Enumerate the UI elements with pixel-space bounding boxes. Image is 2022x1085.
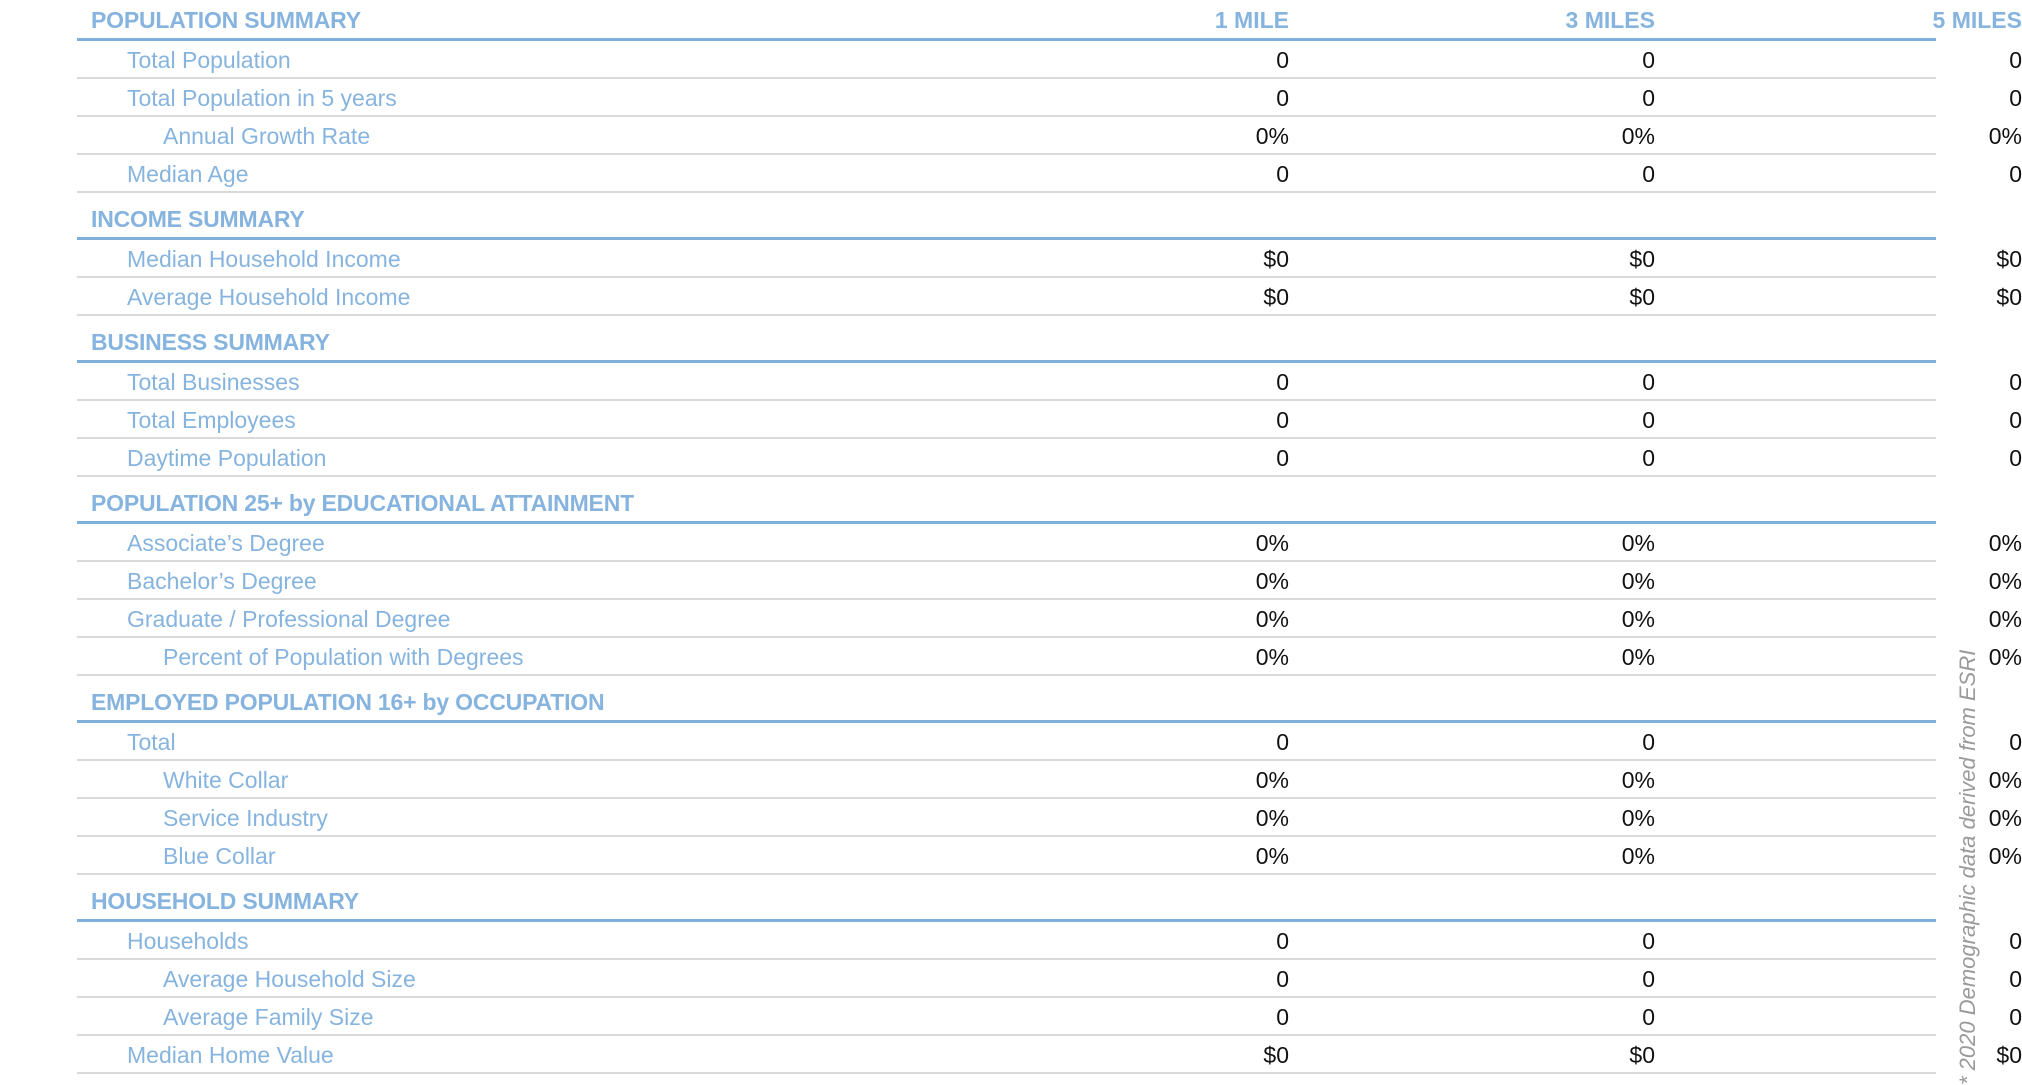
table-row — [77, 723, 2022, 761]
section-header — [77, 322, 1936, 363]
value-cell: 0 — [1276, 729, 1289, 755]
value-cell: $0 — [1263, 246, 1289, 272]
row-label: Associate’s Degree — [127, 530, 325, 556]
row-label: Daytime Population — [127, 445, 327, 471]
value-cell: 0% — [1621, 606, 1655, 632]
table-row — [77, 41, 2022, 79]
value-cell: 0 — [1276, 1004, 1289, 1030]
table-row — [77, 600, 2022, 638]
section-title: HOUSEHOLD SUMMARY — [91, 888, 359, 914]
value-cell: 0% — [1988, 606, 2022, 632]
value-cell: 0 — [1642, 161, 1655, 187]
row-label: Median Household Income — [127, 246, 401, 272]
row-label: Average Family Size — [163, 1004, 374, 1030]
value-cell: 0 — [2009, 85, 2022, 111]
row-label: White Collar — [163, 767, 289, 793]
table-row — [77, 922, 2022, 960]
value-cell: $0 — [1996, 284, 2022, 310]
value-cell: 0% — [1988, 843, 2022, 869]
section-header — [77, 0, 2022, 41]
row-label: Blue Collar — [163, 843, 276, 869]
value-cell: 0% — [1255, 805, 1289, 831]
row-label: Median Age — [127, 161, 249, 187]
section-title: POPULATION 25+ by EDUCATIONAL ATTAINMENT — [91, 490, 634, 516]
row-label: Total Businesses — [127, 369, 300, 395]
row-label: Median Home Value — [127, 1042, 334, 1068]
value-cell: 0 — [1642, 1004, 1655, 1030]
value-cell: 0% — [1621, 530, 1655, 556]
row-label: Service Industry — [163, 805, 328, 831]
row-label: Total Population — [127, 47, 291, 73]
source-footnote: * 2020 Demographic data derived from ESRI — [1955, 649, 1980, 1085]
value-cell: 0 — [1276, 966, 1289, 992]
value-cell: 0% — [1255, 767, 1289, 793]
value-cell: $0 — [1996, 246, 2022, 272]
value-cell: 0% — [1621, 568, 1655, 594]
table-row — [77, 638, 2022, 676]
value-cell: 0 — [1642, 729, 1655, 755]
value-cell: 0 — [2009, 407, 2022, 433]
value-cell: 0 — [2009, 369, 2022, 395]
row-label: Total Employees — [127, 407, 296, 433]
value-cell: 0 — [2009, 161, 2022, 187]
value-cell: $0 — [1263, 284, 1289, 310]
value-cell: 0 — [2009, 445, 2022, 471]
value-cell: 0% — [1621, 644, 1655, 670]
value-cell: $0 — [1263, 1042, 1289, 1068]
table-row — [77, 240, 2022, 278]
value-cell: 0 — [2009, 966, 2022, 992]
value-cell: 0% — [1988, 568, 2022, 594]
row-label: Average Household Income — [127, 284, 411, 310]
value-cell: 0% — [1621, 805, 1655, 831]
column-header: 5 MILES — [1932, 7, 2022, 33]
value-cell: $0 — [1996, 1042, 2022, 1068]
value-cell: $0 — [1629, 246, 1655, 272]
table-row — [77, 524, 2022, 562]
table-row — [77, 363, 2022, 401]
table-row — [77, 562, 2022, 600]
table-row — [77, 998, 2022, 1036]
value-cell: 0 — [1276, 85, 1289, 111]
value-cell: 0 — [1276, 445, 1289, 471]
value-cell: 0 — [1642, 85, 1655, 111]
section-header — [77, 881, 1936, 922]
row-label: Graduate / Professional Degree — [127, 606, 451, 632]
value-cell: 0 — [2009, 1004, 2022, 1030]
table-row — [77, 79, 2022, 117]
value-cell: 0 — [2009, 47, 2022, 73]
value-cell: 0 — [1642, 369, 1655, 395]
table-row — [77, 439, 2022, 477]
value-cell: 0 — [1642, 928, 1655, 954]
table-row — [77, 155, 2022, 193]
table-row — [77, 1036, 2022, 1074]
value-cell: 0 — [1276, 369, 1289, 395]
value-cell: 0% — [1621, 843, 1655, 869]
section-header — [77, 483, 1936, 524]
value-cell: 0 — [2009, 928, 2022, 954]
row-label: Annual Growth Rate — [163, 123, 371, 149]
value-cell: 0 — [1642, 47, 1655, 73]
value-cell: 0 — [1642, 407, 1655, 433]
section-title: BUSINESS SUMMARY — [91, 329, 330, 355]
value-cell: 0% — [1255, 530, 1289, 556]
row-label: Total — [127, 729, 176, 755]
table-row — [77, 837, 2022, 875]
value-cell: 0% — [1255, 568, 1289, 594]
row-label: Percent of Population with Degrees — [163, 644, 524, 670]
value-cell: 0% — [1255, 644, 1289, 670]
value-cell: 0 — [1642, 445, 1655, 471]
value-cell: $0 — [1629, 1042, 1655, 1068]
table-row — [77, 761, 2022, 799]
value-cell: 0% — [1988, 123, 2022, 149]
row-label: Average Household Size — [163, 966, 416, 992]
section-title: POPULATION SUMMARY — [91, 7, 361, 33]
value-cell: 0 — [1276, 407, 1289, 433]
value-cell: $0 — [1629, 284, 1655, 310]
section-title: EMPLOYED POPULATION 16+ by OCCUPATION — [91, 689, 605, 715]
row-label: Households — [127, 928, 249, 954]
table-row — [77, 401, 2022, 439]
section-header — [77, 199, 1936, 240]
table-row — [77, 117, 2022, 155]
column-header: 3 MILES — [1565, 7, 1655, 33]
row-label: Total Population in 5 years — [127, 85, 397, 111]
value-cell: 0% — [1621, 123, 1655, 149]
value-cell: 0 — [1276, 161, 1289, 187]
value-cell: 0% — [1988, 767, 2022, 793]
table-row — [77, 278, 2022, 316]
value-cell: 0% — [1255, 123, 1289, 149]
value-cell: 0% — [1988, 530, 2022, 556]
value-cell: 0% — [1255, 606, 1289, 632]
value-cell: 0% — [1621, 767, 1655, 793]
column-header: 1 MILE — [1214, 7, 1289, 33]
table-row — [77, 960, 2022, 998]
value-cell: 0 — [2009, 729, 2022, 755]
table-row — [77, 799, 2022, 837]
value-cell: 0 — [1276, 928, 1289, 954]
section-header — [77, 682, 1936, 723]
row-label: Bachelor’s Degree — [127, 568, 317, 594]
value-cell: 0% — [1988, 644, 2022, 670]
value-cell: 0% — [1988, 805, 2022, 831]
section-title: INCOME SUMMARY — [91, 206, 305, 232]
value-cell: 0 — [1642, 966, 1655, 992]
value-cell: 0 — [1276, 47, 1289, 73]
value-cell: 0% — [1255, 843, 1289, 869]
